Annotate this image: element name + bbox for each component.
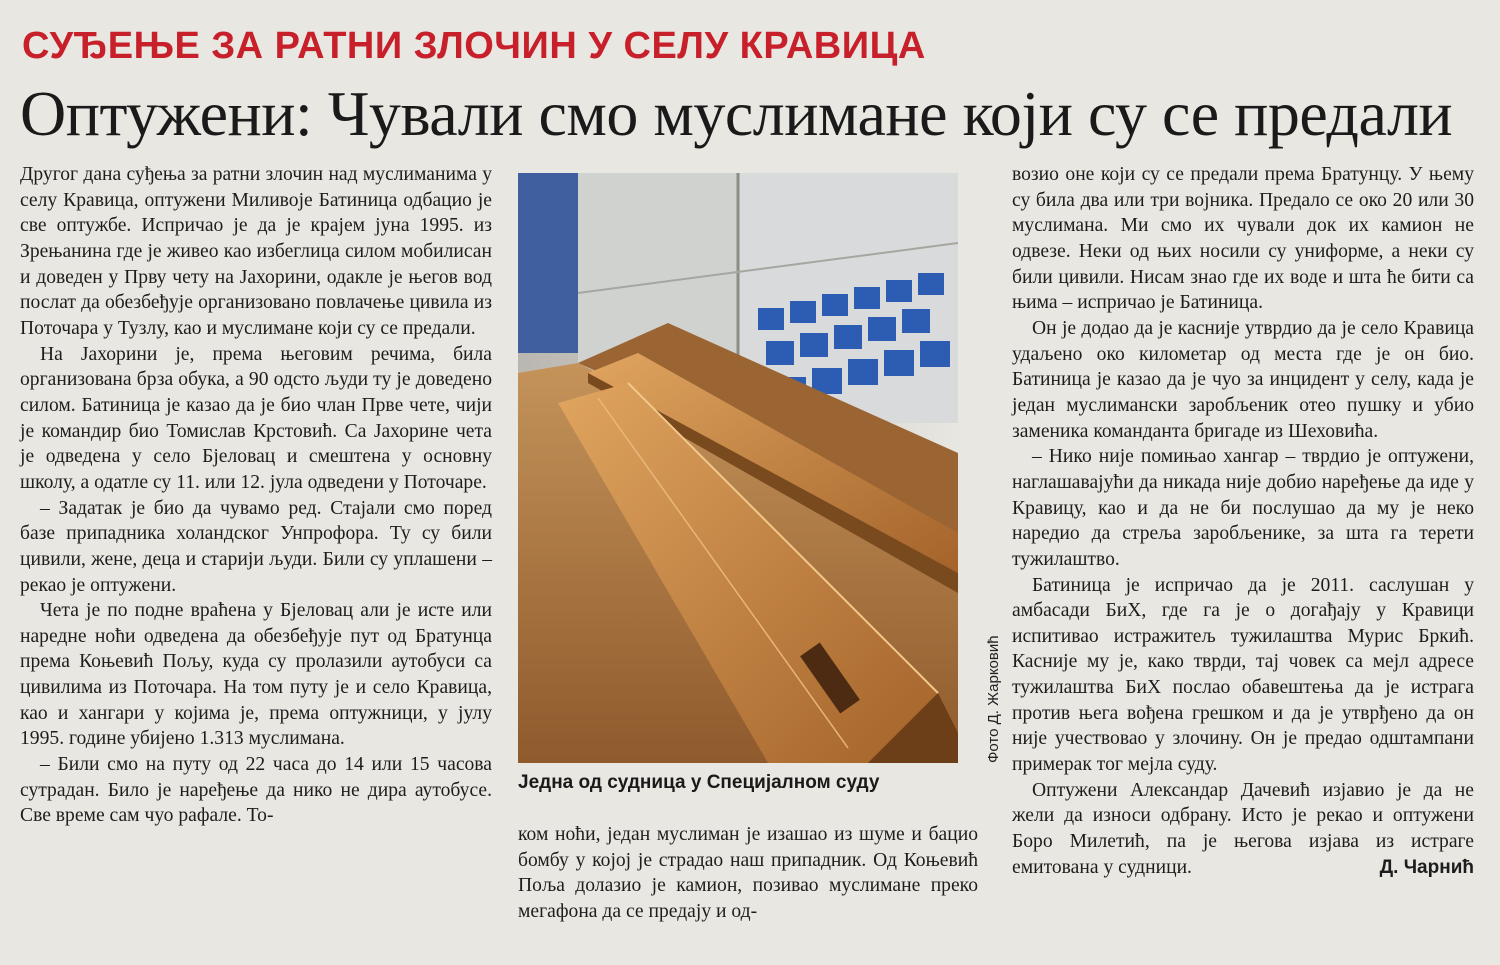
paragraph (1012, 778, 1474, 881)
paragraph: Батиница је испричао да је 2011. саслушан у амбасади БиХ, где га је о догађају у Кравици испитивао истражитељ тужилаштва Мурис Бркић. Касније му је, како тврди, тај човек са мејл адресе тужилаштва БиХ послао обавештења да је истрага против њега вођена грешком и да је утврђено да он није учествовао у злочину. Он је предао одштампани примерак тог мејла суду. (1012, 574, 1474, 776)
courtroom-photo-image (518, 173, 958, 763)
byline: Д. Чарнић (1379, 856, 1474, 878)
paragraph: – Били смо на путу од 22 часа до 14 или 15 часова сутрадан. Било је наређење да нико не дира аутобусе. Све време сам чуо рафале. То- (20, 754, 492, 827)
article-column-3 (1012, 162, 1474, 880)
paragraph: возио оне који су се предали према Братунцу. У њему су била два или три војника. Предало се око 20 или 30 муслимана. Ми смо их чували док их камион не одвезе. Неки од њих носили су униформе, а неки су били цивили. Нисам знао где их воде и шта ће бити са њима – испричао је Батиница. (1012, 164, 1474, 314)
photo-caption: Једна од судница у Специјалном суду (518, 772, 880, 793)
paragraph: Он је додао да је касније утврдио да је село Кравица удаљено око километар од места где је он био. Батиница је казао да је чуо за инцидент у селу, када је један муслимански заробљеник отео пушку и убио заменика команданта бригаде из Шеховића. (1012, 317, 1474, 442)
courtroom-photo (518, 173, 980, 763)
paragraph: – Нико није помињао хангар – тврдио је оптужени, наглашавајући да никада није добио наређење да иде у Кравицу, као и да не би послушао да му је неко наредио да стреља заробљенике, за шта га терети тужилаштво. (1012, 446, 1474, 570)
article-kicker: СУЂЕЊЕ ЗА РАТНИ ЗЛОЧИН У СЕЛУ КРАВИЦА (22, 25, 926, 67)
paragraph-text: Оптужени Александар Дачевић изјавио је да не жели да износи одбрану. Исто је рекао и оптужени Боро Милетић, па је његова изјава из истраге емитована у судници. (1012, 779, 1474, 878)
paragraph: Другог дана суђења за ратни злочин над муслиманима у селу Кравица, оптужени Миливоје Батиница одбацио је све оптужбе. Испричао је да је крајем јуна 1995. из Зрењанина где је живео као избеглица силом мобилисан и доведен у Прву чету на Јахорини, одакле је његов вод послат да обезбеђује организовано повлачење цивила из Поточара у Тузлу, као и муслимане који су се предали. (20, 164, 492, 339)
paragraph: На Јахорини је, према његовим речима, била организована брза обука, а 90 одсто људи ту је доведено силом. Батиница је казао да је био члан Прве чете, чији је командир био Томислав Крстовић. Са Јахорине чета је одведена у село Бјеловац и смештена у основну школу, а одатле су 11. или 12. јула одведени у Поточаре. (20, 343, 492, 493)
paragraph: – Задатак је био да чувамо ред. Стајали смо поред базе припадника холандског Унпрофора. Ту су били цивили, жене, деца и старији људи. Били су уплашени – рекао је оптужени. (20, 497, 492, 596)
paragraph: Чета је по подне враћена у Бјеловац али је исте или наредне ноћи одведена да обезбеђује пут од Братунца према Коњевић Пољу, куда су пролазили аутобуси са цивилима из Поточара. На том путу је и село Кравица, као и хангари у којима је, према оптужници, у јулу 1995. године убијено 1.313 муслимана. (20, 600, 492, 750)
article-column-1 (20, 162, 492, 829)
article-column-2-continued (518, 822, 978, 925)
article-headline: Оптужени: Чували смо муслимане који су се предали (20, 78, 1453, 149)
photo-credit: Фото Д. Жарковић (985, 635, 1002, 763)
paragraph: ком ноћи, један муслиман је изашао из шуме и бацио бомбу у којој је страдао наш припадник. Од Коњевић Поља долазио је камион, позивао муслимане преко мегафона да се предају и од- (518, 824, 978, 922)
